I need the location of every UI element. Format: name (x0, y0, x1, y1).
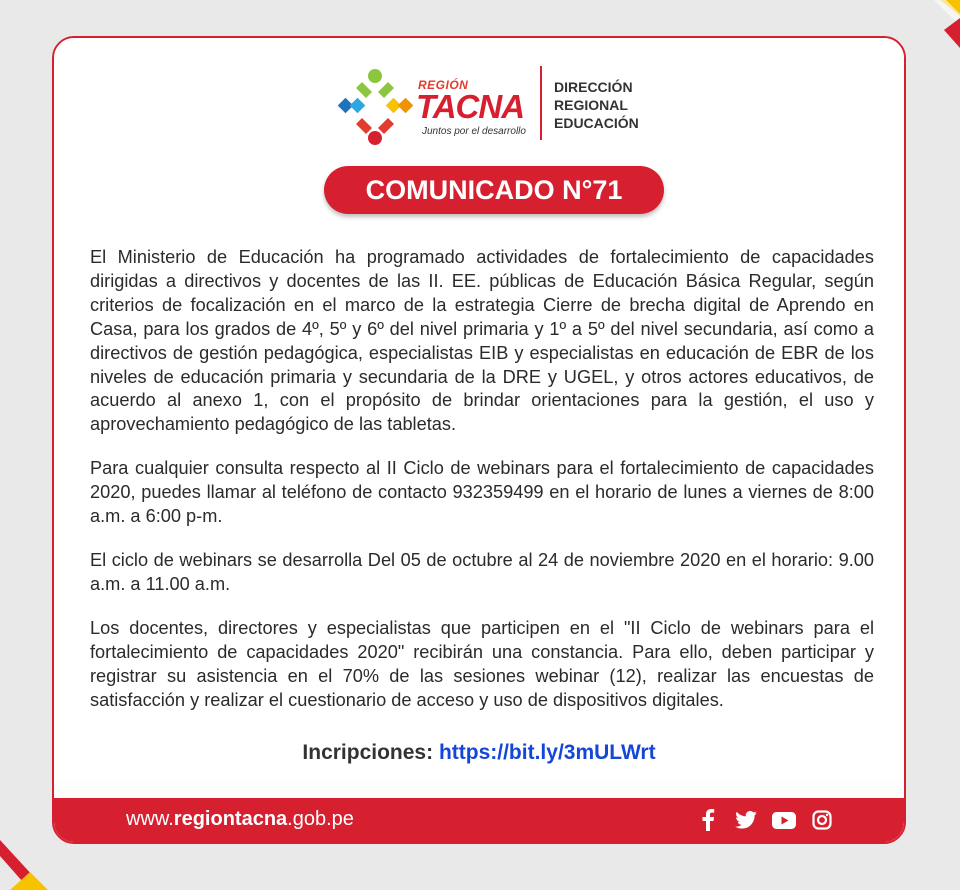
announcement-card (52, 36, 906, 844)
region-tacna-logo-icon (336, 68, 414, 146)
body-paragraph: Para cualquier consulta respecto al II Ciclo de webinars para el fortalecimiento de capacidades 2020, puedes llamar al teléfono de contacto 932359499 en el horario de lunes a viernes de 8:00 a.m. a 6:00 p-m. (90, 458, 874, 527)
dre-line: REGIONAL (554, 97, 628, 113)
dre-line: EDUCACIÓN (554, 115, 639, 131)
youtube-icon[interactable] (772, 808, 796, 832)
website-prefix: www. (126, 808, 174, 830)
twitter-icon[interactable] (734, 808, 758, 832)
announcement-title: COMUNICADO N°71 (324, 166, 664, 214)
facebook-icon[interactable] (696, 808, 720, 832)
registration-line (54, 741, 904, 765)
website-domain: regiontacna (173, 808, 288, 830)
region-word: REGIÓN (418, 78, 469, 92)
website-url[interactable] (126, 808, 354, 831)
announcement-body (90, 246, 874, 732)
body-paragraph: Los docentes, directores y especialistas que participen en el "II Ciclo de webinars para el fortalecimiento de capacidades 2020" recibirán una constancia. Para ello, deben participar y registrar su asistencia en el 70% de las sesiones webinar (12), realizar las encuestas de satisfacción y realizar el cuestionario de acceso y uso de dispositivos digitales. (90, 617, 874, 710)
header-logo (336, 66, 656, 150)
tagline: Juntos por el desarrollo (422, 126, 526, 137)
dre-name (554, 78, 674, 132)
footer-bar (54, 798, 904, 842)
website-suffix: .gob.pe (287, 808, 354, 830)
dre-line: DIRECCIÓN (554, 79, 633, 95)
tacna-wordmark: TACNA (416, 88, 525, 125)
registration-link[interactable]: https://bit.ly/3mULWrt (438, 741, 656, 764)
registration-label: Incripciones: (302, 741, 434, 764)
body-paragraph: El Ministerio de Educación ha programado actividades de fortalecimiento de capacidades dirigidas a directivos y docentes de las II. EE. públicas de Educación Básica Regular, según criterios de focalización en el marco de la estrategia Cierre de brecha digital de Aprendo en Casa, para los grados de 4º, 5º y 6º del nivel primaria y 1º a 5º del nivel secundaria, así como a directivos de gestión pedagógica, especialistas EIB y especialistas en educación de EBR de los niveles de educación primaria y secundaria de la DRE y UGEL, y otros actores educativos, de acuerdo al anexo 1, con el propósito de brindar orientaciones para la gestión, el uso y aprovechamiento pedagógico de las tabletas. (90, 247, 874, 435)
social-links (696, 808, 834, 832)
corner-ribbon-decoration (900, 0, 960, 60)
body-paragraph: El ciclo de webinars se desarrolla Del 05 de octubre al 24 de noviembre 2020 en el horario: 9.00 a.m. a 11.00 a.m. (90, 549, 874, 594)
instagram-icon[interactable] (810, 808, 834, 832)
logo-divider (540, 66, 542, 140)
